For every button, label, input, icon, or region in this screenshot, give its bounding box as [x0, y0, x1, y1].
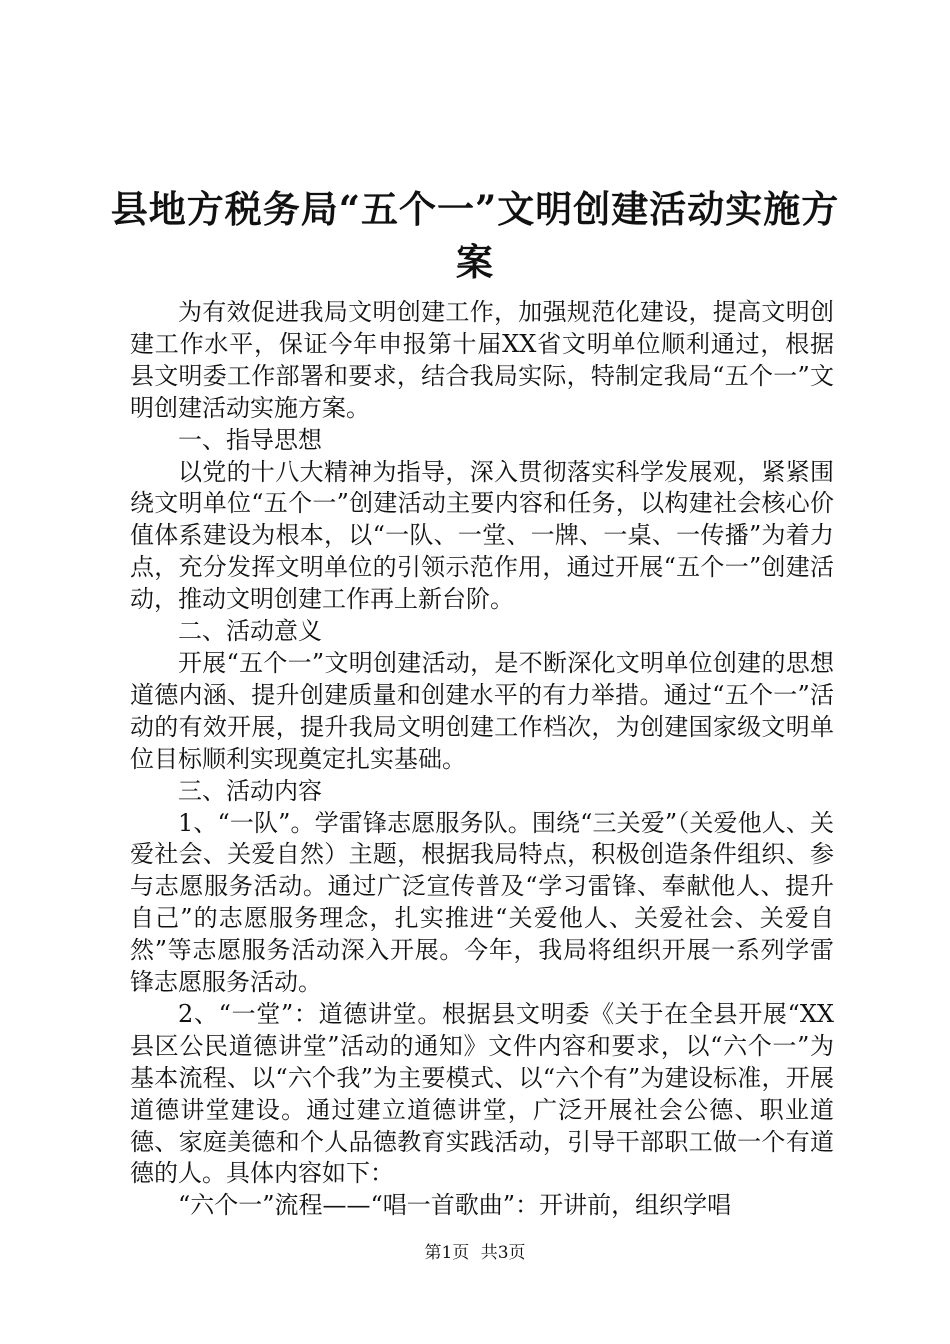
- page-number: 第1页: [424, 1243, 470, 1263]
- content-item-2-paragraph: 2、“一堂”：道德讲堂。根据县文明委《关于在全县开展“XX县区公民道德讲堂”活动的通知》文件内容和要求，以“六个一”为基本流程、以“六个我”为主要模式、以“六个有”为建设标准，开展道德讲堂建设。通过建立道德讲堂，广泛开展社会公德、职业道德、家庭美德和个人品德教育实践活动，引导干部职工做一个有道德的人。具体内容如下：: [130, 999, 834, 1188]
- page-footer: [0, 1242, 950, 1264]
- section-heading-content: 三、活动内容: [178, 776, 322, 805]
- section-heading-significance: 二、活动意义: [178, 617, 322, 646]
- intro-paragraph: 为有效促进我局文明创建工作，加强规范化建设，提高文明创建工作水平，保证今年申报第十届XX省文明单位顺利通过，根据县文明委工作部署和要求，结合我局实际，特制定我局“五个一”文明创建活动实施方案。: [130, 298, 834, 422]
- document-body: [130, 297, 834, 1222]
- page-total: 共3页: [480, 1243, 526, 1263]
- document-title-line-2: 案: [456, 240, 494, 284]
- six-ones-process-paragraph: “六个一”流程——“唱一首歌曲”：开讲前，组织学唱: [178, 1191, 732, 1220]
- significance-paragraph: 开展“五个一”文明创建活动，是不断深化文明单位创建的思想道德内涵、提升创建质量和创建水平的有力举措。通过“五个一”活动的有效开展，提升我局文明创建工作档次，为创建国家级文明单位目标顺利实现奠定扎实基础。: [130, 648, 834, 773]
- content-item-1-paragraph: 1、“一队”。学雷锋志愿服务队。围绕“三关爱”（关爱他人、关爱社会、关爱自然）主题，根据我局特点，积极创造条件组织、参与志愿服务活动。通过广泛宣传普及“学习雷锋、奉献他人、提升自己”的志愿服务理念，扎实推进“关爱他人、关爱社会、关爱自然”等志愿服务活动深入开展。今年，我局将组织开展一系列学雷锋志愿服务活动。: [130, 808, 834, 997]
- section-heading-guiding-thought: 一、指导思想: [178, 425, 322, 454]
- guiding-thought-paragraph: 以党的十八大精神为指导，深入贯彻落实科学发展观，紧紧围绕文明单位“五个一”创建活动主要内容和任务，以构建社会核心价值体系建设为根本，以“一队、一堂、一牌、一桌、一传播”为着力点，充分发挥文明单位的引领示范作用，通过开展“五个一”创建活动，推动文明创建工作再上新台阶。: [130, 457, 834, 614]
- document-title-line-1: 县地方税务局“五个一”文明创建活动实施方: [110, 187, 840, 231]
